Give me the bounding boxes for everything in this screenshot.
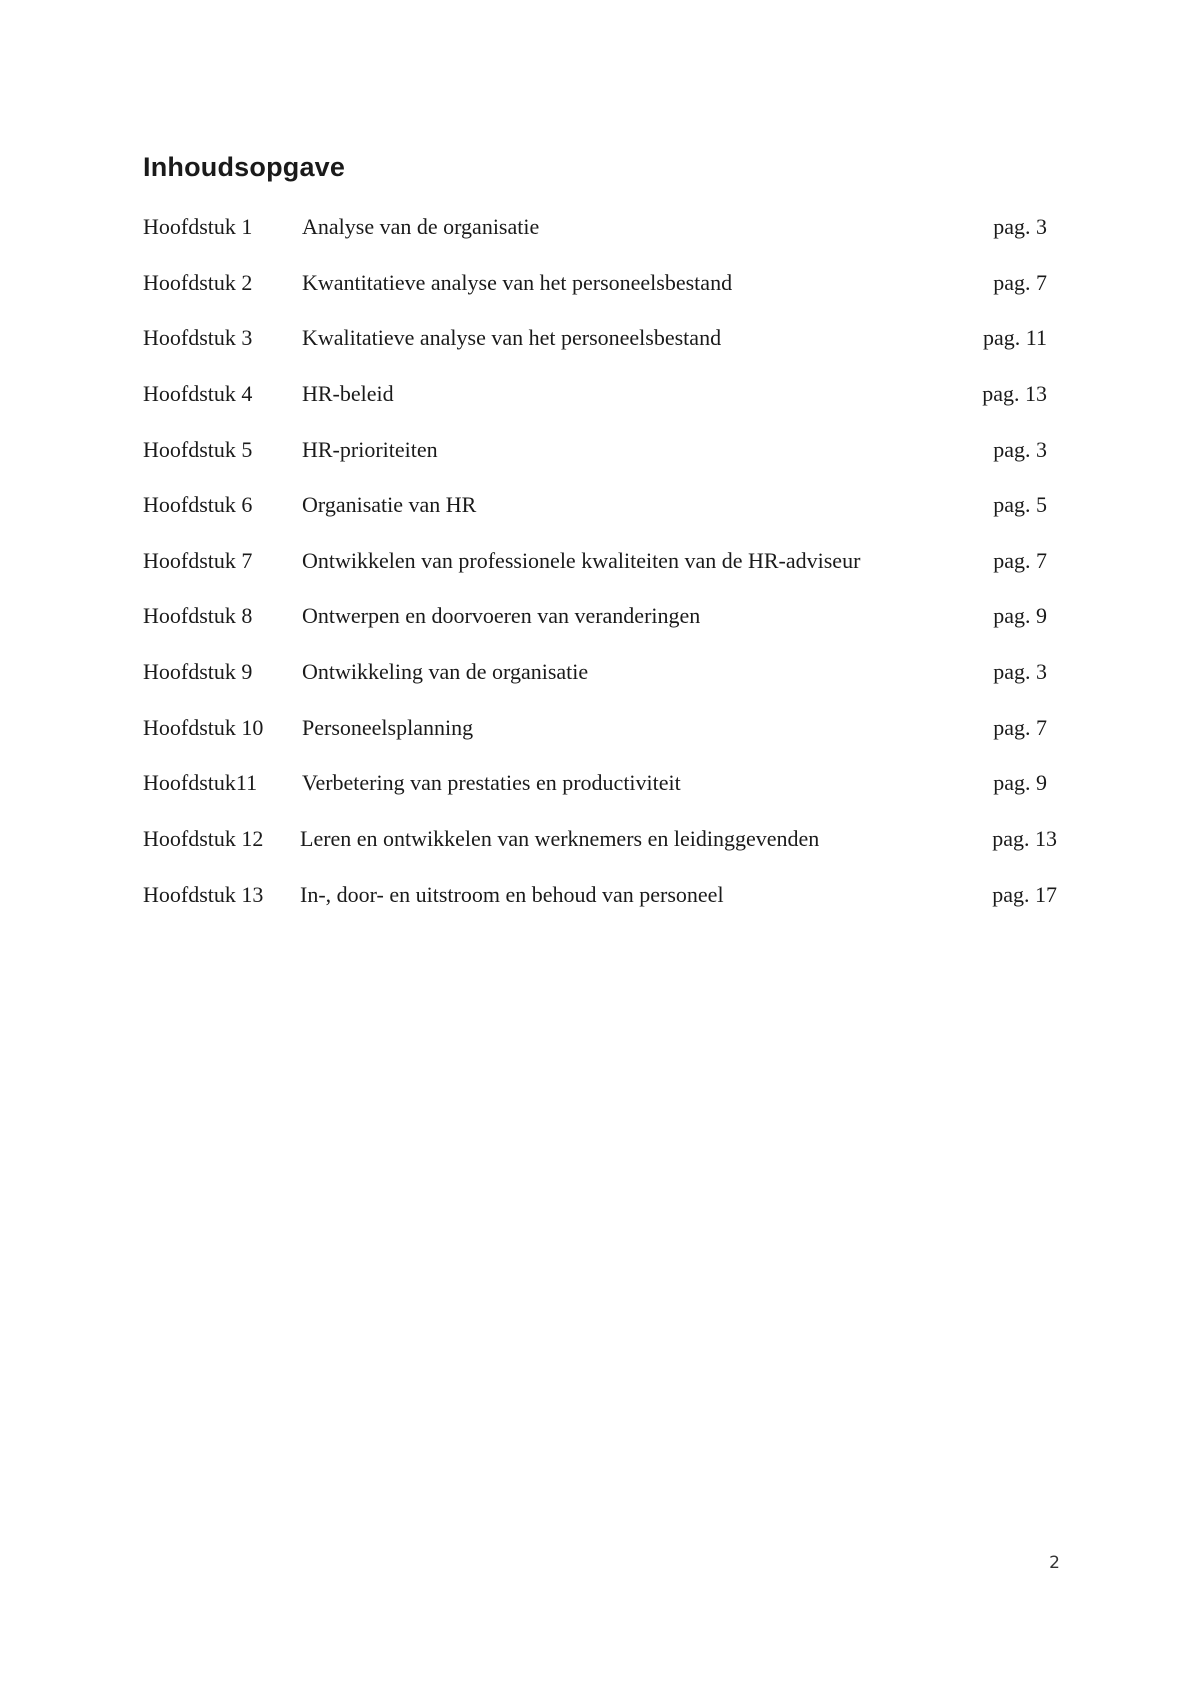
chapter-label: Hoofdstuk 1	[143, 214, 253, 239]
chapter-title: HR-prioriteiten	[302, 437, 438, 462]
chapter-title: Kwalitatieve analyse van het personeelsbestand	[302, 325, 722, 350]
chapter-page-ref: pag. 17	[992, 882, 1057, 907]
chapter-title: Ontwikkeling van de organisatie	[302, 659, 589, 684]
chapter-title: Analyse van de organisatie	[302, 214, 540, 239]
chapter-title: Kwantitatieve analyse van het personeelsbestand	[302, 270, 733, 295]
toc-entry	[0, 263, 1200, 303]
chapter-label: Hoofdstuk 13	[143, 882, 264, 907]
chapter-page-ref: pag. 7	[993, 548, 1047, 573]
chapter-title: Organisatie van HR	[302, 492, 477, 517]
chapter-title: Ontwikkelen van professionele kwaliteiten van de HR-adviseur	[302, 548, 861, 573]
page-title: Inhoudsopgave	[143, 152, 346, 182]
toc-entry	[0, 875, 1200, 915]
toc-entry	[0, 318, 1200, 358]
toc-entry	[0, 652, 1200, 692]
chapter-page-ref: pag. 9	[993, 603, 1047, 628]
chapter-label: Hoofdstuk 9	[143, 659, 253, 684]
chapter-page-ref: pag. 7	[993, 270, 1047, 295]
toc-entry	[0, 708, 1200, 748]
chapter-page-ref: pag. 9	[993, 770, 1047, 795]
chapter-label: Hoofdstuk 10	[143, 715, 264, 740]
chapter-label: Hoofdstuk 4	[143, 381, 253, 406]
chapter-page-ref: pag. 3	[993, 659, 1047, 684]
chapter-title: HR-beleid	[302, 381, 394, 406]
chapter-title: Personeelsplanning	[302, 715, 474, 740]
toc-entry	[0, 819, 1200, 859]
toc-entry	[0, 596, 1200, 636]
chapter-title: Verbetering van prestaties en productiviteit	[302, 770, 681, 795]
chapter-title: In-, door- en uitstroom en behoud van personeel	[300, 882, 724, 907]
toc-entry	[0, 763, 1200, 803]
toc-entry	[0, 485, 1200, 525]
toc-entry	[0, 541, 1200, 581]
chapter-label: Hoofdstuk 8	[143, 603, 253, 628]
page-number: 2	[1049, 1553, 1060, 1573]
chapter-page-ref: pag. 13	[982, 381, 1047, 406]
chapter-label: Hoofdstuk11	[143, 770, 258, 795]
toc-entry	[0, 374, 1200, 414]
chapter-title: Ontwerpen en doorvoeren van veranderingen	[302, 603, 701, 628]
chapter-label: Hoofdstuk 5	[143, 437, 253, 462]
chapter-label: Hoofdstuk 2	[143, 270, 253, 295]
chapter-page-ref: pag. 5	[993, 492, 1047, 517]
toc-entry	[0, 430, 1200, 470]
chapter-page-ref: pag. 11	[983, 325, 1047, 350]
chapter-label: Hoofdstuk 6	[143, 492, 253, 517]
chapter-label: Hoofdstuk 7	[143, 548, 253, 573]
chapter-page-ref: pag. 3	[993, 214, 1047, 239]
chapter-page-ref: pag. 3	[993, 437, 1047, 462]
toc-entry	[0, 207, 1200, 247]
chapter-label: Hoofdstuk 12	[143, 826, 264, 851]
chapter-page-ref: pag. 7	[993, 715, 1047, 740]
chapter-label: Hoofdstuk 3	[143, 325, 253, 350]
chapter-title: Leren en ontwikkelen van werknemers en leidinggevenden	[300, 826, 820, 851]
chapter-page-ref: pag. 13	[992, 826, 1057, 851]
